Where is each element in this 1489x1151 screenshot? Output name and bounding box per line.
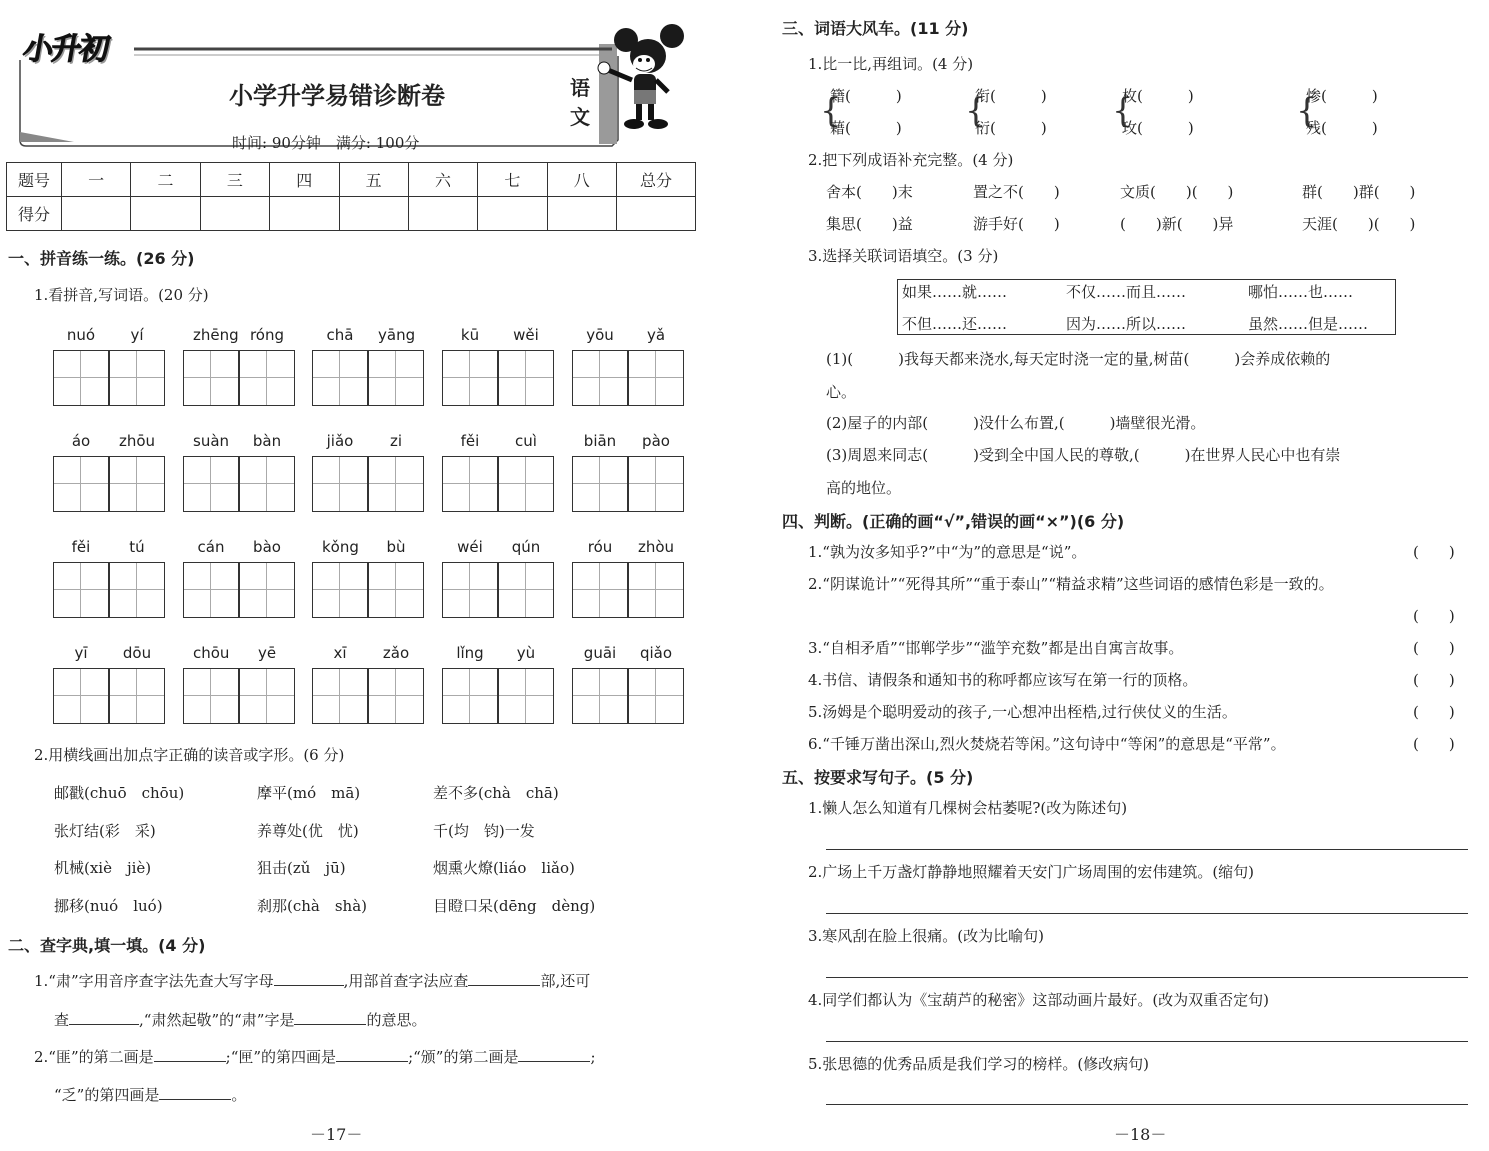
score-table-header-cell: 七: [478, 163, 547, 197]
pinyin-syllable: biān: [583, 432, 617, 450]
pinyin-syllable: xī: [333, 644, 347, 662]
writing-cell[interactable]: [109, 350, 165, 406]
score-cell[interactable]: [617, 197, 696, 231]
score-table-header-row: [7, 163, 696, 197]
choice-item[interactable]: 千(均 钧)一发: [433, 822, 535, 840]
judge-item: 2.“阴谋诡计”“死得其所”“重于泰山”“精益求精”这些词语的感情色彩是一致的。: [808, 575, 1334, 593]
pinyin-syllable: qiǎo: [639, 644, 673, 662]
compare-item[interactable]: 籍( ): [830, 87, 902, 105]
judge-answer-paren[interactable]: ( ): [1413, 639, 1455, 657]
choice-item[interactable]: 养尊处(优 忧): [257, 822, 359, 840]
pinyin-syllable: bàn: [252, 432, 282, 450]
writing-cell[interactable]: [368, 562, 424, 618]
score-table-header-cell: 五: [339, 163, 408, 197]
compare-item[interactable]: 枚( ): [1122, 87, 1194, 105]
writing-cell[interactable]: [183, 668, 239, 724]
connective-item: 不仅……而且……: [1066, 283, 1187, 301]
judge-item: 4.书信、请假条和通知书的称呼都应该写在第一行的顶格。: [808, 671, 1198, 689]
writing-cell[interactable]: [572, 668, 628, 724]
pinyin-syllable: wéi: [457, 538, 483, 556]
text: ;: [590, 1048, 596, 1066]
idiom-item[interactable]: 群( )群( ): [1302, 183, 1416, 201]
writing-cell[interactable]: [53, 562, 109, 618]
score-table-score-row: [7, 197, 696, 231]
choice-item[interactable]: 烟熏火燎(liáo liǎo): [433, 859, 575, 877]
score-table-header-cell: 八: [547, 163, 616, 197]
brace-icon: {: [1296, 91, 1318, 131]
score-table-header-cell: 二: [131, 163, 200, 197]
section2-q1-line1: [34, 970, 590, 991]
brace-icon: {: [965, 91, 987, 131]
section2-q2-line2: [54, 1084, 246, 1105]
choice-item[interactable]: 张灯结(彩 采): [54, 822, 156, 840]
writing-cell[interactable]: [109, 562, 165, 618]
idiom-item[interactable]: 舍本( )末: [826, 183, 913, 201]
section2-q2-line1: [34, 1046, 596, 1067]
writing-cell[interactable]: [572, 562, 628, 618]
fill-sentence-3b: 高的地位。: [826, 479, 902, 497]
fill-sentence-1a: (1)( )我每天都来浇水,每天定时浇一定的量,树苗( )会养成依赖的: [826, 350, 1331, 368]
writing-cell[interactable]: [628, 350, 684, 406]
fill-sentence-3a: (3)周恩来同志( )受到全中国人民的尊敬,( )在世界人民心中也有崇: [826, 446, 1341, 464]
answer-blank[interactable]: [154, 1047, 226, 1062]
pinyin-syllable: tú: [129, 538, 145, 556]
idiom-item[interactable]: 天涯( )( ): [1302, 215, 1416, 233]
idiom-item[interactable]: 游手好( ): [973, 215, 1060, 233]
writing-cell[interactable]: [498, 668, 554, 724]
score-cell[interactable]: [270, 197, 339, 231]
score-cell[interactable]: [408, 197, 477, 231]
section1-q2: 2.用横线画出加点字正确的读音或字形。(6 分): [34, 746, 345, 764]
writing-cell[interactable]: [442, 456, 498, 512]
connective-item: 虽然……但是……: [1248, 315, 1369, 333]
score-table-header-cell: 题号: [7, 163, 62, 197]
choice-item[interactable]: 机械(xiè jiè): [54, 859, 152, 877]
text: 。: [231, 1086, 247, 1104]
exam-info: 时间: 90分钟 满分: 100分: [232, 134, 420, 152]
answer-line[interactable]: [826, 913, 1468, 914]
pinyin-syllable: qún: [511, 538, 541, 556]
choice-item[interactable]: 摩平(mó mā): [257, 784, 361, 802]
pinyin-syllable: lǐng: [456, 644, 484, 662]
choice-item[interactable]: 邮戳(chuō chōu): [54, 784, 185, 802]
pinyin-syllable: wěi: [513, 326, 539, 344]
pinyin-syllable: zhōu: [119, 432, 156, 450]
connective-item: 因为……所以……: [1066, 315, 1187, 333]
writing-cell[interactable]: [53, 350, 109, 406]
score-cell[interactable]: [547, 197, 616, 231]
writing-cell[interactable]: [239, 456, 295, 512]
writing-cell[interactable]: [498, 456, 554, 512]
rewrite-item: 2.广场上千万盏灯静静地照耀着天安门广场周围的宏伟建筑。(缩句): [808, 863, 1255, 881]
score-cell[interactable]: [200, 197, 269, 231]
page-number-left: －17－: [310, 1125, 363, 1144]
pinyin-syllable: kǒng: [322, 538, 359, 556]
pinyin-syllable: nuó: [66, 326, 96, 344]
judge-item: 3.“自相矛盾”“邯郸学步”“滥竽充数”都是出自寓言故事。: [808, 639, 1184, 657]
writing-cell[interactable]: [628, 562, 684, 618]
pinyin-syllable: zhēng: [193, 326, 239, 344]
pinyin-syllable: pào: [642, 432, 670, 450]
compare-item[interactable]: 玫( ): [1122, 119, 1194, 137]
pinyin-syllable: jiǎo: [326, 432, 354, 450]
answer-blank[interactable]: [69, 1010, 139, 1025]
section4-title: 四、判断。(正确的画“√”,错误的画“×”)(6 分): [782, 512, 1125, 531]
pinyin-syllable: guāi: [583, 644, 617, 662]
writing-cell[interactable]: [498, 562, 554, 618]
score-cell[interactable]: [478, 197, 547, 231]
text: 部,还可: [540, 972, 591, 990]
section3-title: 三、词语大风车。(11 分): [782, 19, 969, 38]
pinyin-syllable: zi: [389, 432, 403, 450]
writing-cell[interactable]: [312, 350, 368, 406]
section2-q1-line2: [54, 1009, 426, 1030]
writing-cell[interactable]: [183, 562, 239, 618]
pinyin-syllable: róng: [249, 326, 285, 344]
fill-sentence-2: (2)屋子的内部( )没什么布置,( )墙壁很光滑。: [826, 414, 1206, 432]
pinyin-syllable: cuì: [515, 432, 537, 450]
judge-answer-paren[interactable]: ( ): [1413, 703, 1455, 721]
score-table-header-cell: 总分: [617, 163, 696, 197]
writing-cell[interactable]: [368, 350, 424, 406]
pinyin-syllable: yāng: [378, 326, 416, 344]
score-cell[interactable]: [131, 197, 200, 231]
connective-item: 如果……就……: [902, 283, 1008, 301]
writing-cell[interactable]: [312, 668, 368, 724]
choice-item[interactable]: 挪移(nuó luó): [54, 897, 163, 915]
pinyin-syllable: fěi: [71, 538, 91, 556]
pinyin-syllable: yē: [257, 644, 277, 662]
answer-line[interactable]: [826, 977, 1468, 978]
score-table-header-cell: 四: [270, 163, 339, 197]
answer-line[interactable]: [826, 1104, 1468, 1105]
choice-item[interactable]: 狙击(zǔ jū): [257, 859, 346, 877]
judge-item: 6.“千锤万凿出深山,烈火焚烧若等闲。”这句诗中“等闲”的意思是“平常”。: [808, 735, 1286, 753]
subject-label-1: 语: [570, 76, 590, 100]
section3-q1: 1.比一比,再组词。(4 分): [808, 55, 974, 73]
answer-blank[interactable]: [336, 1047, 408, 1062]
writing-cell[interactable]: [239, 350, 295, 406]
rewrite-item: 5.张思德的优秀品质是我们学习的榜样。(修改病句): [808, 1055, 1150, 1073]
pinyin-syllable: yī: [74, 644, 88, 662]
writing-cell[interactable]: [109, 668, 165, 724]
page-title: 小学升学易错诊断卷: [229, 82, 445, 110]
pinyin-syllable: yōu: [586, 326, 614, 344]
compare-item[interactable]: 衍( ): [975, 119, 1047, 137]
compare-item[interactable]: 残( ): [1306, 119, 1378, 137]
pinyin-syllable: suàn: [193, 432, 230, 450]
writing-cell[interactable]: [312, 456, 368, 512]
rewrite-item: 4.同学们都认为《宝葫芦的秘密》这部动画片最好。(改为双重否定句): [808, 991, 1270, 1009]
writing-cell[interactable]: [628, 456, 684, 512]
writing-cell[interactable]: [498, 350, 554, 406]
writing-cell[interactable]: [572, 350, 628, 406]
score-cell[interactable]: [62, 197, 131, 231]
page-number-right: －18－: [1114, 1125, 1167, 1144]
text: 的意思。: [366, 1011, 427, 1029]
brace-icon: {: [1112, 91, 1134, 131]
pinyin-syllable: chā: [326, 326, 354, 344]
compare-item[interactable]: 藉( ): [830, 119, 902, 137]
pinyin-syllable: yù: [516, 644, 536, 662]
writing-cell[interactable]: [239, 562, 295, 618]
pinyin-syllable: áo: [71, 432, 91, 450]
idiom-item[interactable]: 集思( )益: [826, 215, 913, 233]
score-cell[interactable]: [339, 197, 408, 231]
score-row-label: 得分: [7, 197, 62, 231]
writing-cell[interactable]: [442, 350, 498, 406]
judge-item: 5.汤姆是个聪明爱动的孩子,一心想冲出桎梏,过行侠仗义的生活。: [808, 703, 1237, 721]
writing-cell[interactable]: [368, 668, 424, 724]
judge-item: 1.“孰为汝多知乎?”中“为”的意思是“说”。: [808, 543, 1087, 561]
section1-q1: 1.看拼音,写词语。(20 分): [34, 286, 209, 304]
pinyin-syllable: cán: [197, 538, 225, 556]
score-table-header-cell: 六: [408, 163, 477, 197]
rewrite-item: 1.懒人怎么知道有几棵树会枯萎呢?(改为陈述句): [808, 799, 1128, 817]
text: ,“肃然起敬”的“肃”字是: [139, 1011, 295, 1029]
text: ;“匣”的第四画是: [225, 1048, 337, 1066]
text: 查: [54, 1011, 70, 1029]
judge-answer-paren[interactable]: ( ): [1413, 735, 1455, 753]
badge-xiaoshengchu: 小升初: [20, 32, 111, 67]
pinyin-syllable: yǎ: [646, 326, 666, 344]
pinyin-syllable: róu: [587, 538, 613, 556]
section2-title: 二、查字典,填一填。(4 分): [8, 936, 206, 955]
compare-item[interactable]: 惨( ): [1306, 87, 1378, 105]
pinyin-syllable: kū: [460, 326, 480, 344]
answer-blank[interactable]: [274, 971, 344, 986]
score-table: [6, 162, 696, 231]
choice-item[interactable]: 刹那(chà shà): [257, 897, 368, 915]
writing-cell[interactable]: [442, 562, 498, 618]
pinyin-syllable: zǎo: [382, 644, 410, 662]
rewrite-item: 3.寒风刮在脸上很痛。(改为比喻句): [808, 927, 1045, 945]
section5-title: 五、按要求写句子。(5 分): [782, 768, 974, 787]
idiom-item[interactable]: 文质( )( ): [1120, 183, 1234, 201]
writing-cell[interactable]: [53, 456, 109, 512]
writing-cell[interactable]: [109, 456, 165, 512]
compare-item[interactable]: 衔( ): [975, 87, 1047, 105]
idiom-item[interactable]: 置之不( ): [973, 183, 1060, 201]
writing-cell[interactable]: [183, 456, 239, 512]
section3-q3: 3.选择关联词语填空。(3 分): [808, 247, 999, 265]
score-table-header-cell: 一: [62, 163, 131, 197]
writing-cell[interactable]: [572, 456, 628, 512]
answer-blank[interactable]: [159, 1085, 231, 1100]
score-table-header-cell: 三: [200, 163, 269, 197]
pinyin-syllable: zhòu: [638, 538, 675, 556]
pinyin-syllable: yí: [130, 326, 144, 344]
answer-line[interactable]: [826, 1041, 1468, 1042]
judge-answer-paren[interactable]: ( ): [1413, 607, 1455, 625]
writing-cell[interactable]: [442, 668, 498, 724]
connective-item: 哪怕……也……: [1248, 283, 1354, 301]
judge-answer-paren[interactable]: ( ): [1413, 671, 1455, 689]
pinyin-syllable: fěi: [460, 432, 480, 450]
text: ;“颁”的第二画是: [408, 1048, 519, 1066]
pinyin-syllable: bào: [253, 538, 281, 556]
choice-item[interactable]: 差不多(chà chā): [433, 784, 559, 802]
choice-item[interactable]: 目瞪口呆(dēng dèng): [433, 897, 596, 915]
answer-blank[interactable]: [294, 1010, 366, 1025]
mascot-illustration: [596, 22, 692, 134]
writing-cell[interactable]: [628, 668, 684, 724]
answer-line[interactable]: [826, 849, 1468, 850]
pinyin-syllable: chōu: [193, 644, 230, 662]
idiom-item[interactable]: ( )新( )异: [1120, 215, 1234, 233]
fill-sentence-1b: 心。: [826, 383, 857, 401]
pinyin-syllable: dōu: [122, 644, 152, 662]
judge-answer-paren[interactable]: ( ): [1413, 543, 1455, 561]
text: 2.“匪”的第二画是: [34, 1048, 154, 1066]
pinyin-syllable: bù: [386, 538, 406, 556]
writing-cell[interactable]: [368, 456, 424, 512]
answer-blank[interactable]: [518, 1047, 590, 1062]
writing-cell[interactable]: [312, 562, 368, 618]
subject-label-2: 文: [570, 105, 590, 129]
brace-icon: {: [820, 91, 842, 131]
answer-blank[interactable]: [468, 971, 540, 986]
text: “乏”的第四画是: [54, 1086, 160, 1104]
text: ,用部首查字法应查: [343, 972, 469, 990]
text: 1.“肃”字用音序查字法先查大写字母: [34, 972, 274, 990]
writing-cell[interactable]: [53, 668, 109, 724]
connective-item: 不但……还……: [902, 315, 1008, 333]
writing-cell[interactable]: [239, 668, 295, 724]
section3-q2: 2.把下列成语补充完整。(4 分): [808, 151, 1014, 169]
section1-title: 一、拼音练一练。(26 分): [8, 249, 195, 268]
writing-cell[interactable]: [183, 350, 239, 406]
